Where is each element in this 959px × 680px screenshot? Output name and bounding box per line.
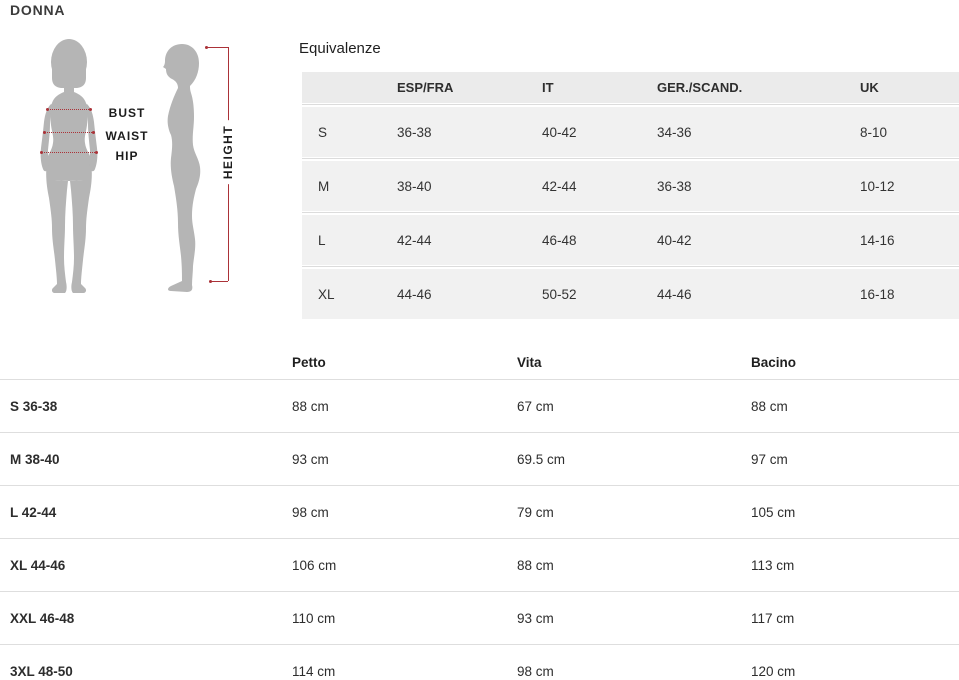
eq-col-header: GER./SCAND. — [657, 80, 743, 95]
height-line-bottom — [211, 281, 228, 282]
meas-col-header: Petto — [292, 354, 326, 370]
meas-cell: 93 cm — [517, 610, 554, 626]
meas-cell: 98 cm — [292, 504, 329, 520]
meas-cell: 110 cm — [292, 610, 336, 626]
height-label: HEIGHT — [219, 120, 237, 184]
eq-cell: 8-10 — [860, 124, 888, 140]
meas-cell: 114 cm — [292, 664, 336, 679]
meas-cell: 117 cm — [751, 610, 795, 626]
eq-cell: 40-42 — [657, 232, 692, 248]
meas-cell: 113 cm — [751, 557, 795, 573]
bust-measure-line — [47, 109, 91, 110]
meas-cell: 88 cm — [292, 398, 329, 414]
eq-cell: 46-48 — [542, 232, 577, 248]
eq-cell: 44-46 — [657, 286, 692, 302]
eq-cell: 36-38 — [657, 178, 692, 194]
eq-size-label: M — [318, 178, 330, 194]
eq-col-header: ESP/FRA — [397, 80, 454, 95]
eq-cell: 36-38 — [397, 124, 432, 140]
meas-size-label: XXL 46-48 — [10, 610, 75, 626]
bust-label: BUST — [108, 106, 146, 120]
height-dot-top — [205, 46, 208, 49]
meas-row-m — [0, 433, 959, 486]
waist-measure-line — [44, 132, 94, 133]
meas-cell: 98 cm — [517, 664, 554, 679]
eq-row-l — [302, 215, 959, 265]
woman-side-silhouette — [152, 40, 216, 294]
meas-row-s — [0, 380, 959, 433]
meas-row-l — [0, 486, 959, 539]
eq-cell: 44-46 — [397, 286, 432, 302]
meas-size-label: 3XL 48-50 — [10, 664, 73, 679]
eq-size-label: L — [318, 232, 326, 248]
meas-cell: 97 cm — [751, 451, 788, 467]
eq-header-row — [302, 72, 959, 103]
size-equivalence-table — [302, 72, 959, 319]
height-line-top — [207, 47, 228, 48]
eq-col-header: UK — [860, 80, 879, 95]
meas-row-xl — [0, 539, 959, 592]
eq-row-s — [302, 107, 959, 157]
eq-cell: 42-44 — [542, 178, 577, 194]
page-title: DONNA — [10, 2, 66, 18]
meas-header-row — [0, 345, 959, 380]
meas-row-xxl — [0, 592, 959, 645]
side-figure — [152, 40, 216, 294]
meas-size-label: XL 44-46 — [10, 557, 66, 573]
eq-size-label: XL — [318, 286, 335, 302]
meas-size-label: S 36-38 — [10, 398, 58, 414]
eq-size-label: S — [318, 124, 328, 140]
eq-row-m — [302, 161, 959, 211]
meas-cell: 67 cm — [517, 398, 554, 414]
meas-cell: 120 cm — [751, 664, 796, 679]
eq-col-header: IT — [542, 80, 554, 95]
meas-size-label: M 38-40 — [10, 451, 60, 467]
equivalence-title: Equivalenze — [299, 40, 381, 57]
eq-cell: 10-12 — [860, 178, 895, 194]
waist-label: WAIST — [105, 129, 149, 143]
meas-col-header: Bacino — [751, 354, 797, 370]
eq-cell: 16-18 — [860, 286, 895, 302]
meas-size-label: L 42-44 — [10, 504, 57, 520]
meas-cell: 93 cm — [292, 451, 329, 467]
eq-cell: 14-16 — [860, 232, 895, 248]
meas-cell: 69.5 cm — [517, 451, 566, 467]
eq-row-xl — [302, 269, 959, 319]
meas-col-header: Vita — [517, 354, 542, 370]
meas-cell: 106 cm — [292, 557, 337, 573]
woman-front-silhouette — [27, 36, 111, 294]
meas-cell: 79 cm — [517, 504, 554, 520]
meas-cell: 88 cm — [517, 557, 554, 573]
measurements-table — [0, 345, 959, 680]
eq-cell: 50-52 — [542, 286, 577, 302]
meas-row-3xl — [0, 645, 959, 680]
hip-label: HIP — [115, 149, 139, 163]
eq-cell: 40-42 — [542, 124, 577, 140]
hip-measure-line — [41, 152, 97, 153]
meas-cell: 105 cm — [751, 504, 796, 520]
front-figure — [27, 36, 111, 294]
eq-cell: 34-36 — [657, 124, 692, 140]
height-dot-bottom — [209, 280, 212, 283]
meas-cell: 88 cm — [751, 398, 788, 414]
eq-cell: 42-44 — [397, 232, 432, 248]
eq-cell: 38-40 — [397, 178, 432, 194]
